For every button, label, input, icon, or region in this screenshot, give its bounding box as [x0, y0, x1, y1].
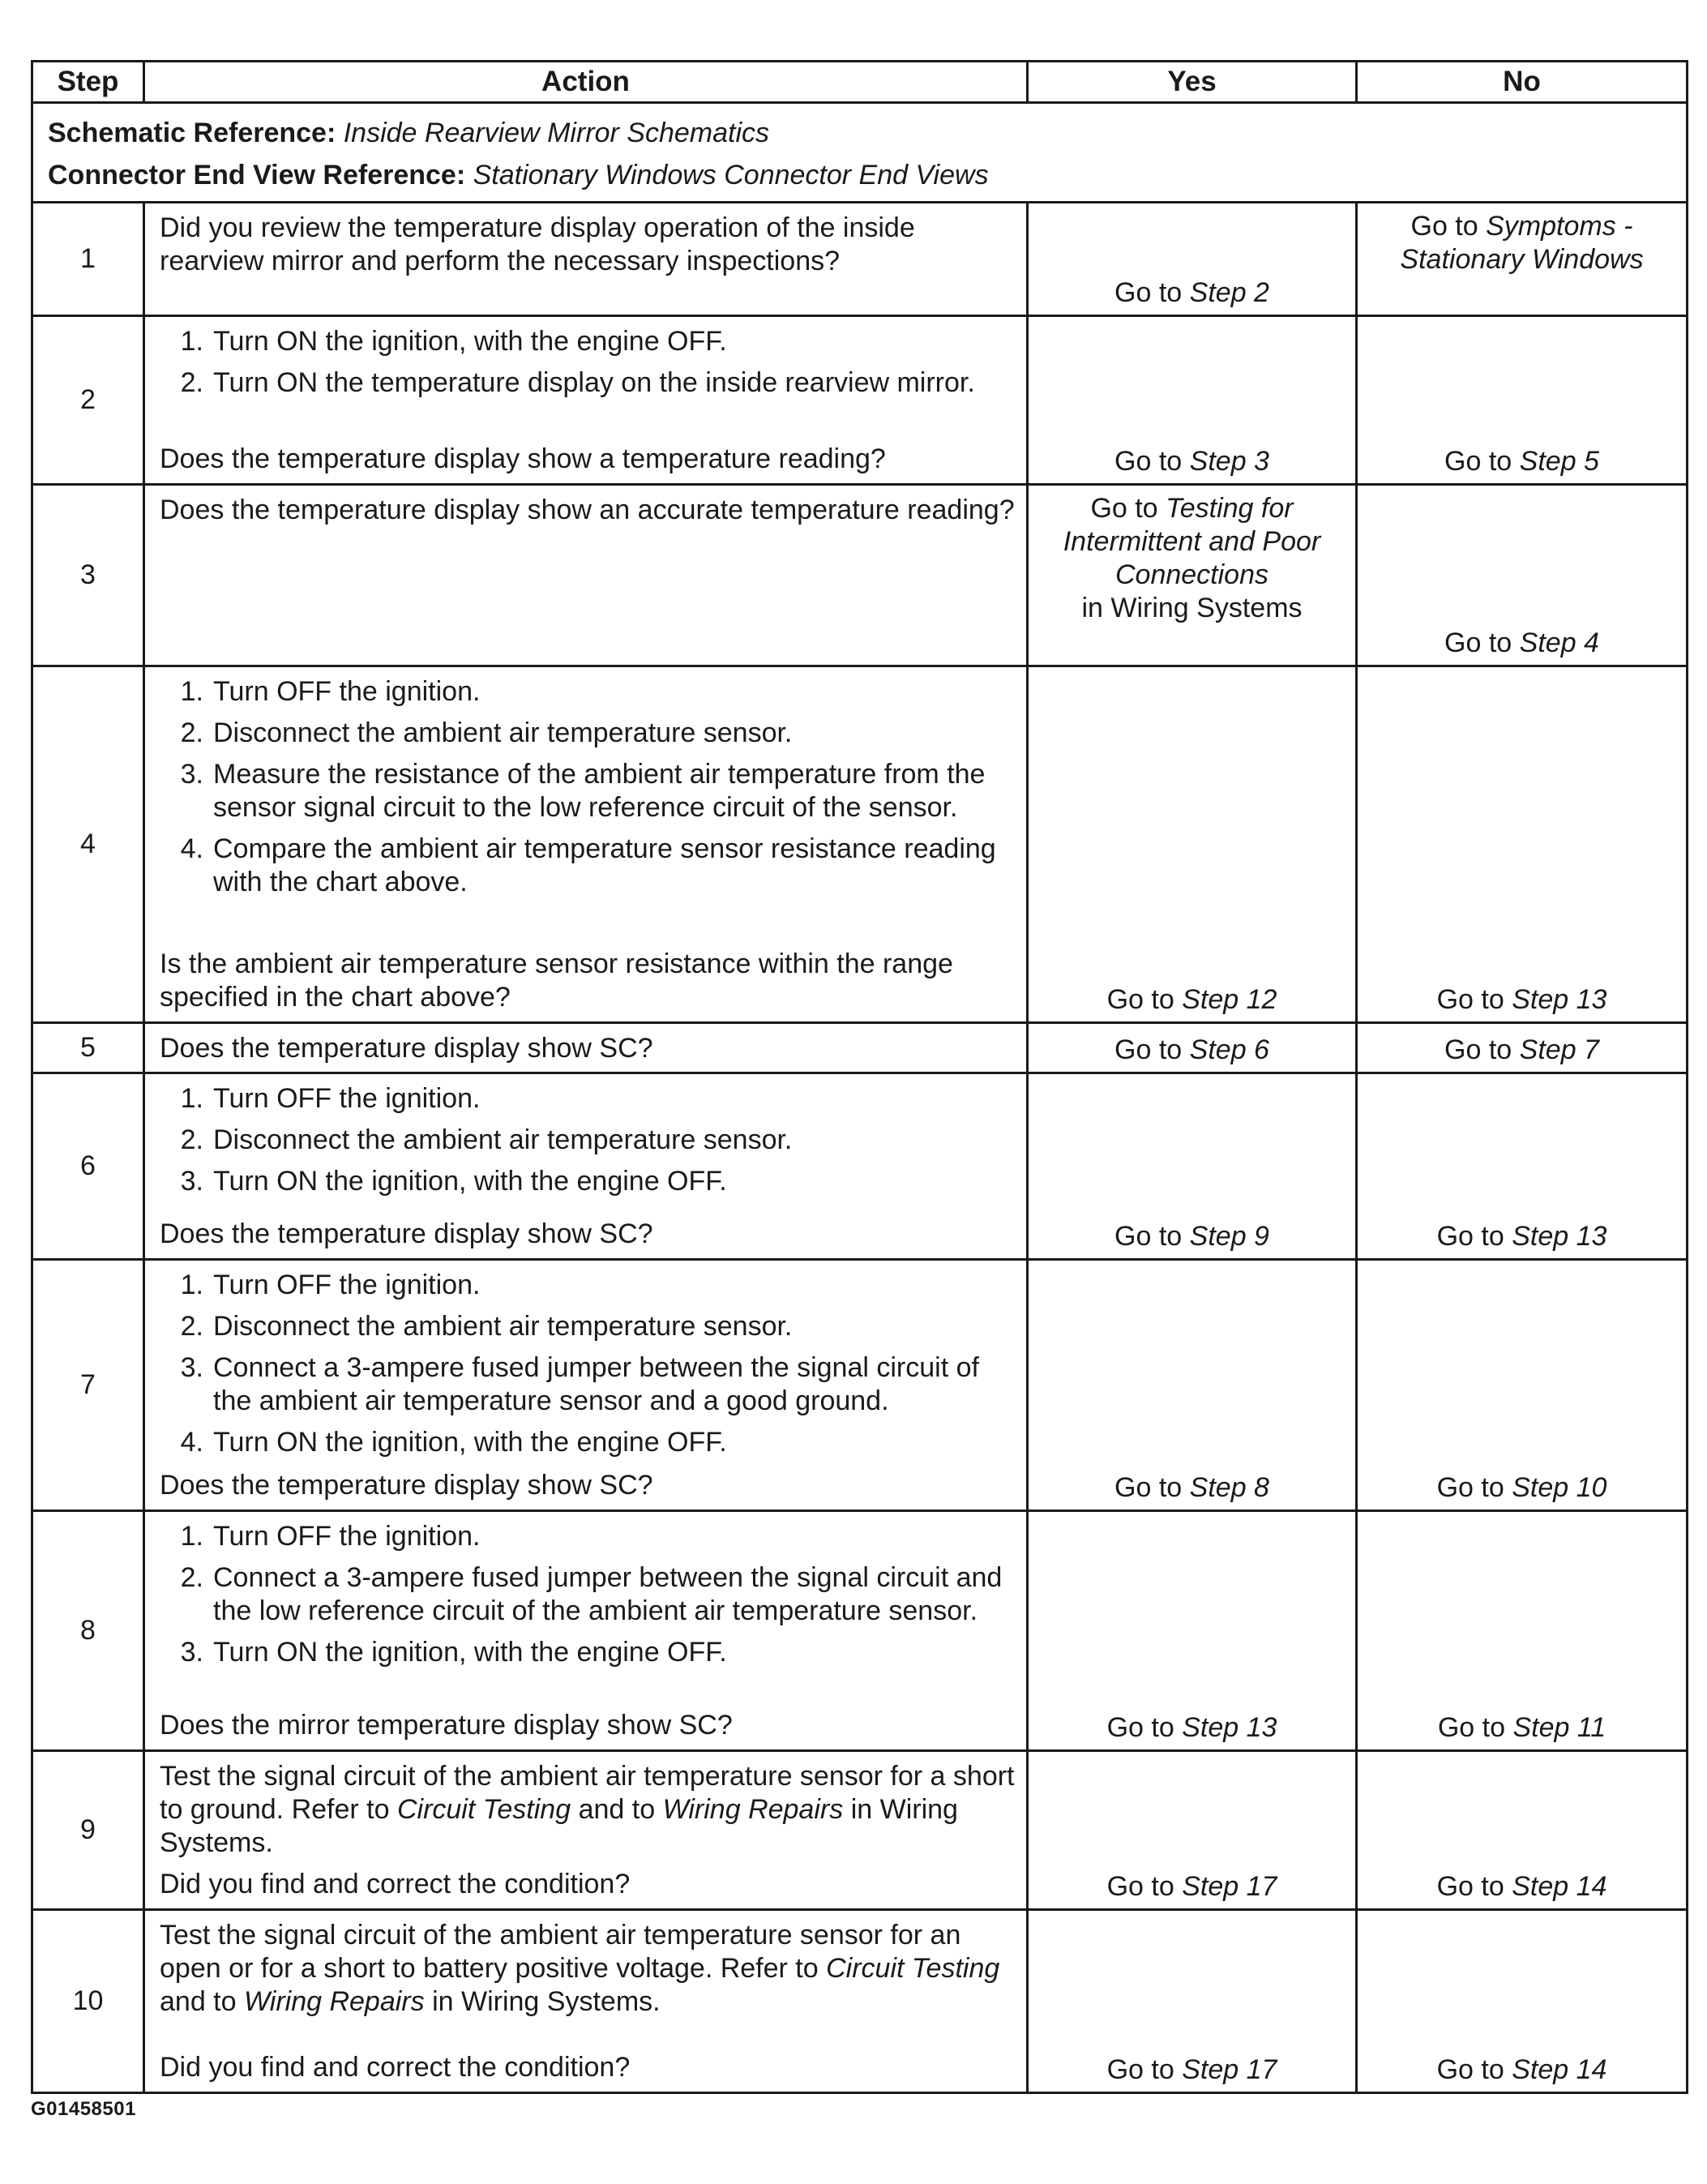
- substep-item: [160, 366, 1016, 400]
- substep-number: 1.: [180, 676, 203, 707]
- action-content: [160, 1919, 1016, 2084]
- substep-text: Disconnect the ambient air temperature sensor.: [213, 717, 793, 748]
- no-target: Step 14: [1512, 1871, 1607, 1902]
- yes-target: Step 2: [1189, 277, 1269, 308]
- yes-result: [1028, 666, 1357, 1023]
- step-action: [144, 203, 1028, 316]
- no-result: [1357, 1023, 1688, 1073]
- substep-item: [160, 1561, 1016, 1628]
- action-content: [160, 494, 1016, 657]
- step-action: [144, 1751, 1028, 1910]
- step-action: [144, 666, 1028, 1023]
- step-action: [144, 1511, 1028, 1751]
- go-to-label: Go to: [1436, 984, 1504, 1015]
- substep-list: [160, 1269, 1016, 1467]
- go-to-label: Go to: [1436, 1221, 1504, 1252]
- substep-text: Turn ON the ignition, with the engine OFF.: [213, 1166, 727, 1197]
- step-number: 1: [32, 203, 144, 316]
- step-action: [144, 316, 1028, 485]
- substep-number: 1.: [180, 1083, 203, 1114]
- substep-item: [160, 833, 1016, 899]
- go-to-label: Go to: [1436, 2054, 1504, 2085]
- go-to-label: Go to: [1114, 446, 1183, 477]
- yes-target: Step 17: [1182, 1871, 1277, 1902]
- substep-text: Connect a 3-ampere fused jumper between the signal circuit of the ambient air temperature sensor and a good ground.: [213, 1352, 979, 1416]
- step-row: [32, 1260, 1688, 1511]
- substep-list: [160, 1082, 1016, 1206]
- substep-number: 4.: [180, 833, 203, 864]
- no-target: Step 13: [1512, 1221, 1607, 1252]
- yes-target: Step 9: [1189, 1221, 1269, 1252]
- header-action: Action: [144, 62, 1028, 103]
- step-row: [32, 666, 1688, 1023]
- no-result: [1357, 1073, 1688, 1260]
- substep-item: [160, 1310, 1016, 1343]
- schematic-reference-label: Schematic Reference:: [48, 118, 336, 148]
- action-text-c: in Wiring Systems.: [432, 1986, 661, 2017]
- reference-circuit-testing: Circuit Testing: [396, 1794, 571, 1825]
- step-number: 7: [32, 1260, 144, 1511]
- yes-result: [1028, 1023, 1357, 1073]
- reference-wiring-repairs: Wiring Repairs: [243, 1986, 425, 2017]
- yes-target: Step 12: [1182, 984, 1277, 1015]
- substep-text: Connect a 3-ampere fused jumper between the signal circuit and the low reference circuit of the ambient air temperature sensor.: [213, 1562, 1003, 1626]
- substep-list: [160, 325, 1016, 408]
- yes-result: [1028, 485, 1357, 666]
- step-row: [32, 203, 1688, 316]
- step-action: [144, 1073, 1028, 1260]
- step-action: [144, 1910, 1028, 2093]
- action-text-b: and to: [578, 1794, 656, 1825]
- substep-number: 1.: [180, 326, 203, 357]
- substep-number: 4.: [180, 1427, 203, 1458]
- header-step: Step: [32, 62, 144, 103]
- substep-item: [160, 758, 1016, 824]
- go-to-label: Go to: [1114, 1221, 1183, 1252]
- substep-list: [160, 1520, 1016, 1677]
- yes-target: Step 8: [1189, 1472, 1269, 1503]
- action-question: Is the ambient air temperature sensor resistance within the range specified in the chart above?: [160, 949, 953, 1013]
- go-to-label: Go to: [1106, 2054, 1174, 2085]
- action-content: [160, 1520, 1016, 1742]
- no-target: Step 5: [1519, 446, 1599, 477]
- go-to-label: Go to: [1436, 1472, 1504, 1503]
- substep-text: Measure the resistance of the ambient air temperature from the sensor signal circuit to the low reference circuit of the sensor.: [213, 759, 986, 823]
- no-result: [1357, 485, 1688, 666]
- no-result: [1357, 1910, 1688, 2093]
- go-to-label: Go to: [1106, 984, 1174, 1015]
- no-result: [1357, 666, 1688, 1023]
- substep-item: [160, 1636, 1016, 1669]
- reference-circuit-testing: Circuit Testing: [826, 1953, 1000, 1984]
- substep-number: 3.: [180, 1166, 203, 1197]
- yes-result: [1028, 1511, 1357, 1751]
- step-row: [32, 1023, 1688, 1073]
- action-text: [160, 1760, 1016, 1860]
- step-number: 5: [32, 1023, 144, 1073]
- no-result: [1357, 203, 1688, 316]
- action-question: Does the temperature display show SC?: [160, 1218, 653, 1249]
- substep-item: [160, 325, 1016, 358]
- step-number: 2: [32, 316, 144, 485]
- yes-result: [1028, 203, 1357, 316]
- substep-item: [160, 675, 1016, 709]
- go-to-label: Go to: [1444, 446, 1512, 477]
- action-content: [160, 675, 1016, 1014]
- step-number: 8: [32, 1511, 144, 1751]
- substep-number: 3.: [180, 759, 203, 790]
- substep-text: Turn ON the ignition, with the engine OFF.: [213, 326, 727, 357]
- connector-reference: [48, 154, 1686, 196]
- step-row: [32, 1910, 1688, 2093]
- no-target: Step 13: [1512, 984, 1607, 1015]
- step-row: [32, 485, 1688, 666]
- substep-item: [160, 1082, 1016, 1116]
- action-question: Did you find and correct the condition?: [160, 1869, 631, 1899]
- step-row: [32, 1511, 1688, 1751]
- go-to-label: Go to: [1444, 1034, 1512, 1065]
- yes-target: Step 6: [1189, 1034, 1269, 1065]
- action-text-b: and to: [160, 1986, 237, 2017]
- substep-number: 2.: [180, 1562, 203, 1593]
- go-to-label: Go to: [1090, 493, 1158, 524]
- no-target: Step 14: [1512, 2054, 1607, 2085]
- yes-result: [1028, 1910, 1357, 2093]
- substep-text: Compare the ambient air temperature sensor resistance reading with the chart above.: [213, 833, 996, 897]
- no-result: [1357, 1260, 1688, 1511]
- table-body: [32, 103, 1688, 2093]
- step-row: [32, 1751, 1688, 1910]
- yes-result: [1028, 1260, 1357, 1511]
- action-text: Does the temperature display show SC?: [160, 1033, 653, 1064]
- reference-cell: [32, 103, 1688, 203]
- step-row: [32, 1073, 1688, 1260]
- step-action: [144, 485, 1028, 666]
- substep-text: Turn OFF the ignition.: [213, 1270, 481, 1300]
- go-to-label: Go to: [1106, 1871, 1174, 1902]
- go-to-label: Go to: [1410, 211, 1478, 242]
- connector-reference-value: Stationary Windows Connector End Views: [473, 160, 989, 191]
- step-number: 4: [32, 666, 144, 1023]
- substep-number: 1.: [180, 1521, 203, 1552]
- yes-target: Step 13: [1182, 1712, 1277, 1743]
- go-to-label: Go to: [1437, 1712, 1506, 1743]
- connector-reference-label: Connector End View Reference:: [48, 160, 466, 191]
- action-text: Did you review the temperature display operation of the inside rearview mirror and perform the necessary inspections?: [160, 212, 915, 276]
- substep-number: 2.: [180, 1124, 203, 1155]
- action-question: Does the temperature display show a temperature reading?: [160, 443, 886, 474]
- no-target: Step 11: [1512, 1712, 1606, 1743]
- substep-text: Turn ON the ignition, with the engine OFF.: [213, 1637, 727, 1668]
- step-row: [32, 316, 1688, 485]
- header-row: [32, 62, 1688, 103]
- substep-number: 1.: [180, 1270, 203, 1300]
- step-action: [144, 1023, 1028, 1073]
- action-text-a: Test the signal circuit of the ambient air temperature sensor for a short to ground. Refer to: [160, 1761, 1015, 1825]
- substep-number: 3.: [180, 1352, 203, 1383]
- no-target: Step 7: [1519, 1034, 1599, 1065]
- substep-text: Turn OFF the ignition.: [213, 676, 481, 707]
- substep-item: [160, 1426, 1016, 1459]
- go-to-label: Go to: [1106, 1712, 1174, 1743]
- figure-id: G01458501: [31, 2098, 136, 2120]
- no-result: [1357, 316, 1688, 485]
- substep-text: Turn OFF the ignition.: [213, 1083, 481, 1114]
- substep-item: [160, 1165, 1016, 1198]
- yes-target-suffix: in Wiring Systems: [1081, 593, 1303, 623]
- header-no: No: [1357, 62, 1688, 103]
- action-content: [160, 1032, 1016, 1065]
- yes-result: [1028, 316, 1357, 485]
- go-to-label: Go to: [1114, 277, 1183, 308]
- substep-text: Turn OFF the ignition.: [213, 1521, 481, 1552]
- action-question: Does the temperature display show SC?: [160, 1470, 653, 1501]
- step-number: 3: [32, 485, 144, 666]
- substep-text: Disconnect the ambient air temperature sensor.: [213, 1311, 793, 1342]
- yes-result: [1028, 1073, 1357, 1260]
- substep-item: [160, 1269, 1016, 1302]
- action-content: [160, 1269, 1016, 1502]
- go-to-label: Go to: [1436, 1871, 1504, 1902]
- reference-wiring-repairs: Wiring Repairs: [662, 1794, 844, 1825]
- action-content: [160, 325, 1016, 476]
- action-content: [160, 1082, 1016, 1251]
- reference-row: [32, 103, 1688, 203]
- substep-text: Disconnect the ambient air temperature sensor.: [213, 1124, 793, 1155]
- substep-number: 3.: [180, 1637, 203, 1668]
- substep-item: [160, 1520, 1016, 1553]
- action-content: [160, 1760, 1016, 1901]
- action-question: Did you find and correct the condition?: [160, 2052, 631, 2083]
- no-result: [1357, 1751, 1688, 1910]
- yes-result: [1028, 1751, 1357, 1910]
- step-number: 10: [32, 1910, 144, 2093]
- schematic-reference: [48, 112, 1686, 154]
- substep-list: [160, 675, 1016, 907]
- substep-number: 2.: [180, 1311, 203, 1342]
- no-target: Symptoms - Stationary Windows: [1400, 211, 1644, 275]
- go-to-label: Go to: [1114, 1472, 1183, 1503]
- action-text-a: Test the signal circuit of the ambient air temperature sensor for an open or for a short to battery positive voltage. Refer to: [160, 1920, 961, 1984]
- action-content: [160, 212, 1016, 307]
- step-number: 9: [32, 1751, 144, 1910]
- substep-item: [160, 1351, 1016, 1418]
- action-text-c: in Wiring Systems.: [160, 1794, 958, 1858]
- no-target: Step 4: [1519, 627, 1599, 658]
- action-text: Does the temperature display show an accurate temperature reading?: [160, 495, 1015, 525]
- substep-text: Turn ON the ignition, with the engine OFF.: [213, 1427, 727, 1458]
- action-question: Does the mirror temperature display show SC?: [160, 1710, 733, 1741]
- schematic-reference-value: Inside Rearview Mirror Schematics: [343, 118, 769, 148]
- diagnostic-table: [31, 60, 1688, 2094]
- yes-target: Step 17: [1182, 2054, 1277, 2085]
- no-result: [1357, 1511, 1688, 1751]
- yes-target: Testing for Intermittent and Poor Connections: [1063, 493, 1321, 590]
- action-text: [160, 1919, 1016, 2019]
- substep-number: 2.: [180, 717, 203, 748]
- go-to-label: Go to: [1444, 627, 1512, 658]
- substep-item: [160, 717, 1016, 750]
- header-yes: Yes: [1028, 62, 1357, 103]
- step-number: 6: [32, 1073, 144, 1260]
- substep-item: [160, 1124, 1016, 1157]
- go-to-label: Go to: [1114, 1034, 1183, 1065]
- substep-number: 2.: [180, 367, 203, 398]
- no-target: Step 10: [1512, 1472, 1607, 1503]
- yes-target: Step 3: [1189, 446, 1269, 477]
- substep-text: Turn ON the temperature display on the inside rearview mirror.: [213, 367, 975, 398]
- step-action: [144, 1260, 1028, 1511]
